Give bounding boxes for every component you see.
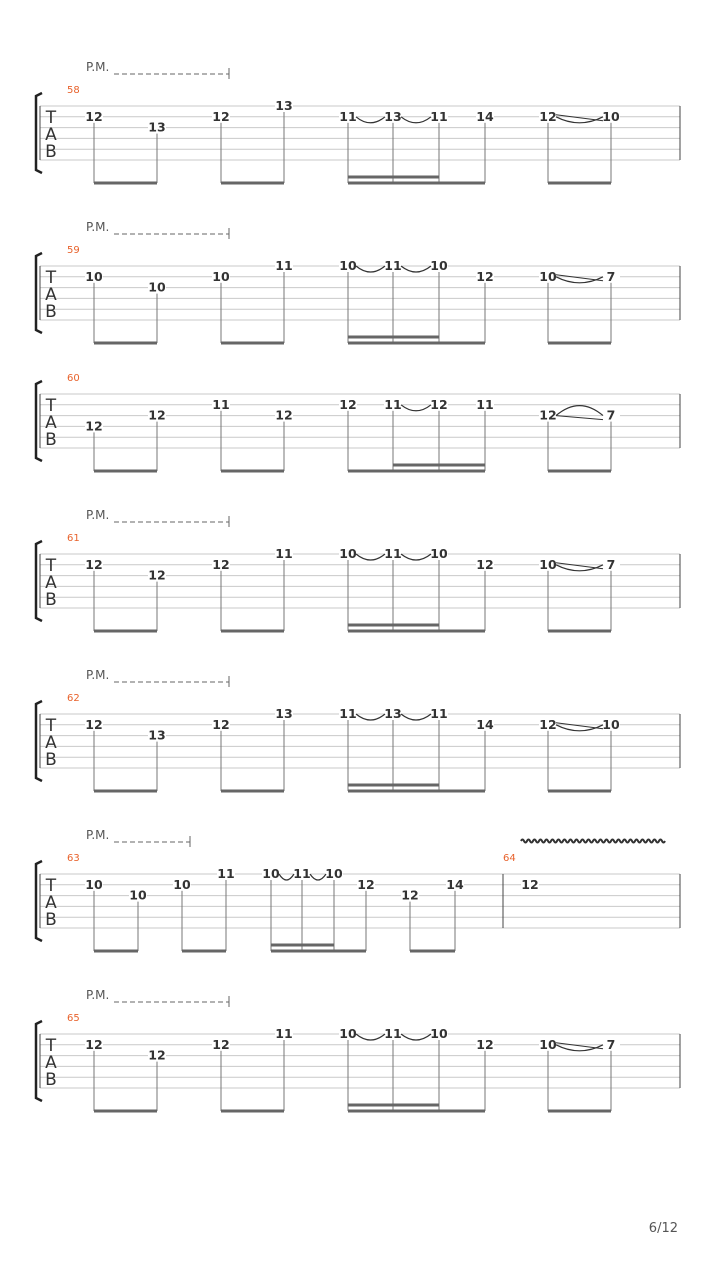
fret-number: 13 xyxy=(384,108,402,124)
fret-number: 11 xyxy=(430,706,448,721)
fret-number: 12 xyxy=(539,108,557,124)
beam xyxy=(548,1110,611,1113)
tab-clef-letter: A xyxy=(45,413,57,433)
fret-number: 13 xyxy=(275,98,293,113)
beam xyxy=(410,950,455,953)
fret-number: 11 xyxy=(476,396,494,412)
tab-clef-letter: T xyxy=(45,556,57,576)
tab-clef-letter: T xyxy=(45,396,57,416)
beam xyxy=(221,790,284,793)
fret-number: 10 xyxy=(85,268,103,284)
fret-number: 13 xyxy=(148,727,166,743)
tab-clef-letter: A xyxy=(45,893,57,913)
palm-mute-label: P.M. xyxy=(86,220,110,234)
bar-number: 60 xyxy=(67,373,80,384)
staff-bracket xyxy=(36,1021,42,1101)
fret-number: 7 xyxy=(606,407,616,423)
tie xyxy=(401,117,431,123)
fret-number: 11 xyxy=(384,546,402,561)
fret-number: 11 xyxy=(275,1026,293,1041)
staff-bracket xyxy=(36,381,42,461)
tie xyxy=(356,1034,385,1040)
beam xyxy=(548,630,611,633)
tab-clef-letter: B xyxy=(45,302,57,322)
beam xyxy=(271,950,366,953)
fret-number: 7 xyxy=(606,1036,616,1052)
beam xyxy=(348,1110,485,1113)
beam xyxy=(94,1110,157,1113)
fret-number: 12 xyxy=(275,407,293,423)
tab-clef-letter: B xyxy=(45,142,57,162)
fret-number: 12 xyxy=(476,556,494,572)
bar-number-second: 64 xyxy=(503,853,516,864)
beam xyxy=(348,470,485,473)
tab-clef-letter: A xyxy=(45,285,57,305)
beam xyxy=(94,950,138,953)
fret-number: 10 xyxy=(430,1026,448,1041)
slur xyxy=(556,406,603,416)
fret-number: 12 xyxy=(85,716,103,732)
tab-clef-letter: A xyxy=(45,573,57,593)
palm-mute-label: P.M. xyxy=(86,508,110,522)
tie xyxy=(401,405,431,411)
tab-clef-letter: A xyxy=(45,733,57,753)
fret-number: 11 xyxy=(212,396,230,412)
fret-number: 11 xyxy=(384,258,402,273)
beam xyxy=(348,790,485,793)
beam xyxy=(548,182,611,185)
tie xyxy=(356,554,385,560)
bar-number: 65 xyxy=(67,1013,80,1024)
palm-mute-label: P.M. xyxy=(86,668,110,682)
fret-number: 10 xyxy=(212,268,230,284)
staff-system-65 xyxy=(36,988,680,1113)
fret-number: 12 xyxy=(212,108,230,124)
tab-clef-letter: T xyxy=(45,716,57,736)
beam xyxy=(348,630,485,633)
fret-number: 11 xyxy=(293,866,311,881)
staff-system-59 xyxy=(36,220,680,345)
tab-clef-letter: B xyxy=(45,750,57,770)
fret-number: 7 xyxy=(606,268,616,284)
fret-number: 14 xyxy=(476,108,494,124)
beam xyxy=(94,470,157,473)
beam xyxy=(182,950,226,953)
tie xyxy=(401,266,431,272)
tab-clef-letter: B xyxy=(45,1070,57,1090)
fret-number: 10 xyxy=(430,546,448,561)
fret-number: 12 xyxy=(85,418,103,434)
fret-number: 10 xyxy=(602,716,620,732)
bar-number: 58 xyxy=(67,85,80,96)
tab-clef-letter: T xyxy=(45,1036,57,1056)
beam xyxy=(94,342,157,345)
tie xyxy=(356,266,385,272)
fret-number: 12 xyxy=(521,876,539,892)
fret-number: 11 xyxy=(339,706,357,721)
staff-system-58 xyxy=(36,60,680,185)
fret-number: 12 xyxy=(85,556,103,572)
beam xyxy=(94,630,157,633)
fret-number: 11 xyxy=(275,258,293,273)
beam xyxy=(94,790,157,793)
fret-number: 10 xyxy=(325,866,343,881)
bar-number: 61 xyxy=(67,533,80,544)
beam-secondary xyxy=(348,784,439,787)
staff-bracket xyxy=(36,541,42,621)
beam-secondary xyxy=(348,624,439,627)
bar-number: 63 xyxy=(67,853,80,864)
page-indicator: 6/12 xyxy=(648,1221,678,1236)
tab-clef-letter: T xyxy=(45,876,57,896)
fret-number: 13 xyxy=(275,706,293,721)
tie xyxy=(356,714,385,720)
fret-number: 13 xyxy=(148,119,166,135)
beam xyxy=(348,342,485,345)
fret-number: 12 xyxy=(476,1036,494,1052)
tab-clef-letter: A xyxy=(45,125,57,145)
bar-number: 59 xyxy=(67,245,80,256)
tab-clef-letter: A xyxy=(45,1053,57,1073)
tie xyxy=(279,874,294,880)
palm-mute-label: P.M. xyxy=(86,60,110,74)
fret-number: 11 xyxy=(430,108,448,124)
tie xyxy=(310,874,326,880)
fret-number: 10 xyxy=(339,258,357,273)
beam xyxy=(221,182,284,185)
tie xyxy=(356,117,385,123)
fret-number: 10 xyxy=(539,268,557,284)
staff-bracket xyxy=(36,701,42,781)
fret-number: 12 xyxy=(539,407,557,423)
fret-number: 12 xyxy=(212,556,230,572)
beam-secondary xyxy=(393,464,485,467)
fret-number: 10 xyxy=(173,876,191,892)
fret-number: 12 xyxy=(212,1036,230,1052)
beam xyxy=(548,342,611,345)
fret-number: 11 xyxy=(339,108,357,124)
fret-number: 10 xyxy=(430,258,448,273)
beam-secondary xyxy=(348,176,439,179)
fret-number: 11 xyxy=(217,866,235,881)
fret-number: 12 xyxy=(357,876,375,892)
tab-clef-letter: T xyxy=(45,268,57,288)
fret-number: 10 xyxy=(539,1036,557,1052)
beam-secondary xyxy=(348,336,439,339)
fret-number: 12 xyxy=(212,716,230,732)
fret-number: 10 xyxy=(85,876,103,892)
beam-secondary xyxy=(271,944,334,947)
fret-number: 13 xyxy=(384,706,402,721)
tie xyxy=(401,554,431,560)
palm-mute-label: P.M. xyxy=(86,988,110,1002)
fret-number: 12 xyxy=(539,716,557,732)
slide-line xyxy=(556,416,603,420)
fret-number: 10 xyxy=(602,108,620,124)
fret-number: 11 xyxy=(275,546,293,561)
fret-number: 12 xyxy=(148,407,166,423)
vibrato-wave xyxy=(521,840,665,843)
tab-clef-letter: B xyxy=(45,430,57,450)
fret-number: 10 xyxy=(148,279,166,295)
tie xyxy=(401,714,431,720)
beam-secondary xyxy=(348,1104,439,1107)
beam xyxy=(221,1110,284,1113)
fret-number: 7 xyxy=(606,556,616,572)
staff-bracket xyxy=(36,861,42,941)
staff-system-60 xyxy=(36,373,680,473)
beam xyxy=(548,790,611,793)
staff-system-63 xyxy=(36,828,680,953)
staff-bracket xyxy=(36,253,42,333)
fret-number: 12 xyxy=(476,268,494,284)
fret-number: 11 xyxy=(384,1026,402,1041)
tie xyxy=(401,1034,431,1040)
fret-number: 10 xyxy=(339,1026,357,1041)
fret-number: 12 xyxy=(85,1036,103,1052)
fret-number: 12 xyxy=(85,108,103,124)
fret-number: 14 xyxy=(446,876,464,892)
fret-number: 14 xyxy=(476,716,494,732)
tab-clef-letter: B xyxy=(45,590,57,610)
bar-number: 62 xyxy=(67,693,80,704)
fret-number: 10 xyxy=(339,546,357,561)
beam xyxy=(221,630,284,633)
beam xyxy=(94,182,157,185)
fret-number: 10 xyxy=(539,556,557,572)
fret-number: 12 xyxy=(401,887,419,903)
fret-number: 12 xyxy=(148,567,166,583)
staff-system-61 xyxy=(36,508,680,633)
fret-number: 10 xyxy=(129,887,147,903)
tab-clef-letter: T xyxy=(45,108,57,128)
staff-system-62 xyxy=(36,668,680,793)
palm-mute-label: P.M. xyxy=(86,828,110,842)
staff-bracket xyxy=(36,93,42,173)
fret-number: 11 xyxy=(384,396,402,412)
fret-number: 12 xyxy=(339,396,357,412)
fret-number: 10 xyxy=(262,866,280,881)
fret-number: 12 xyxy=(148,1047,166,1063)
tab-clef-letter: B xyxy=(45,910,57,930)
beam xyxy=(548,470,611,473)
beam xyxy=(348,182,485,185)
beam xyxy=(221,342,284,345)
fret-number: 12 xyxy=(430,396,448,412)
beam xyxy=(221,470,284,473)
